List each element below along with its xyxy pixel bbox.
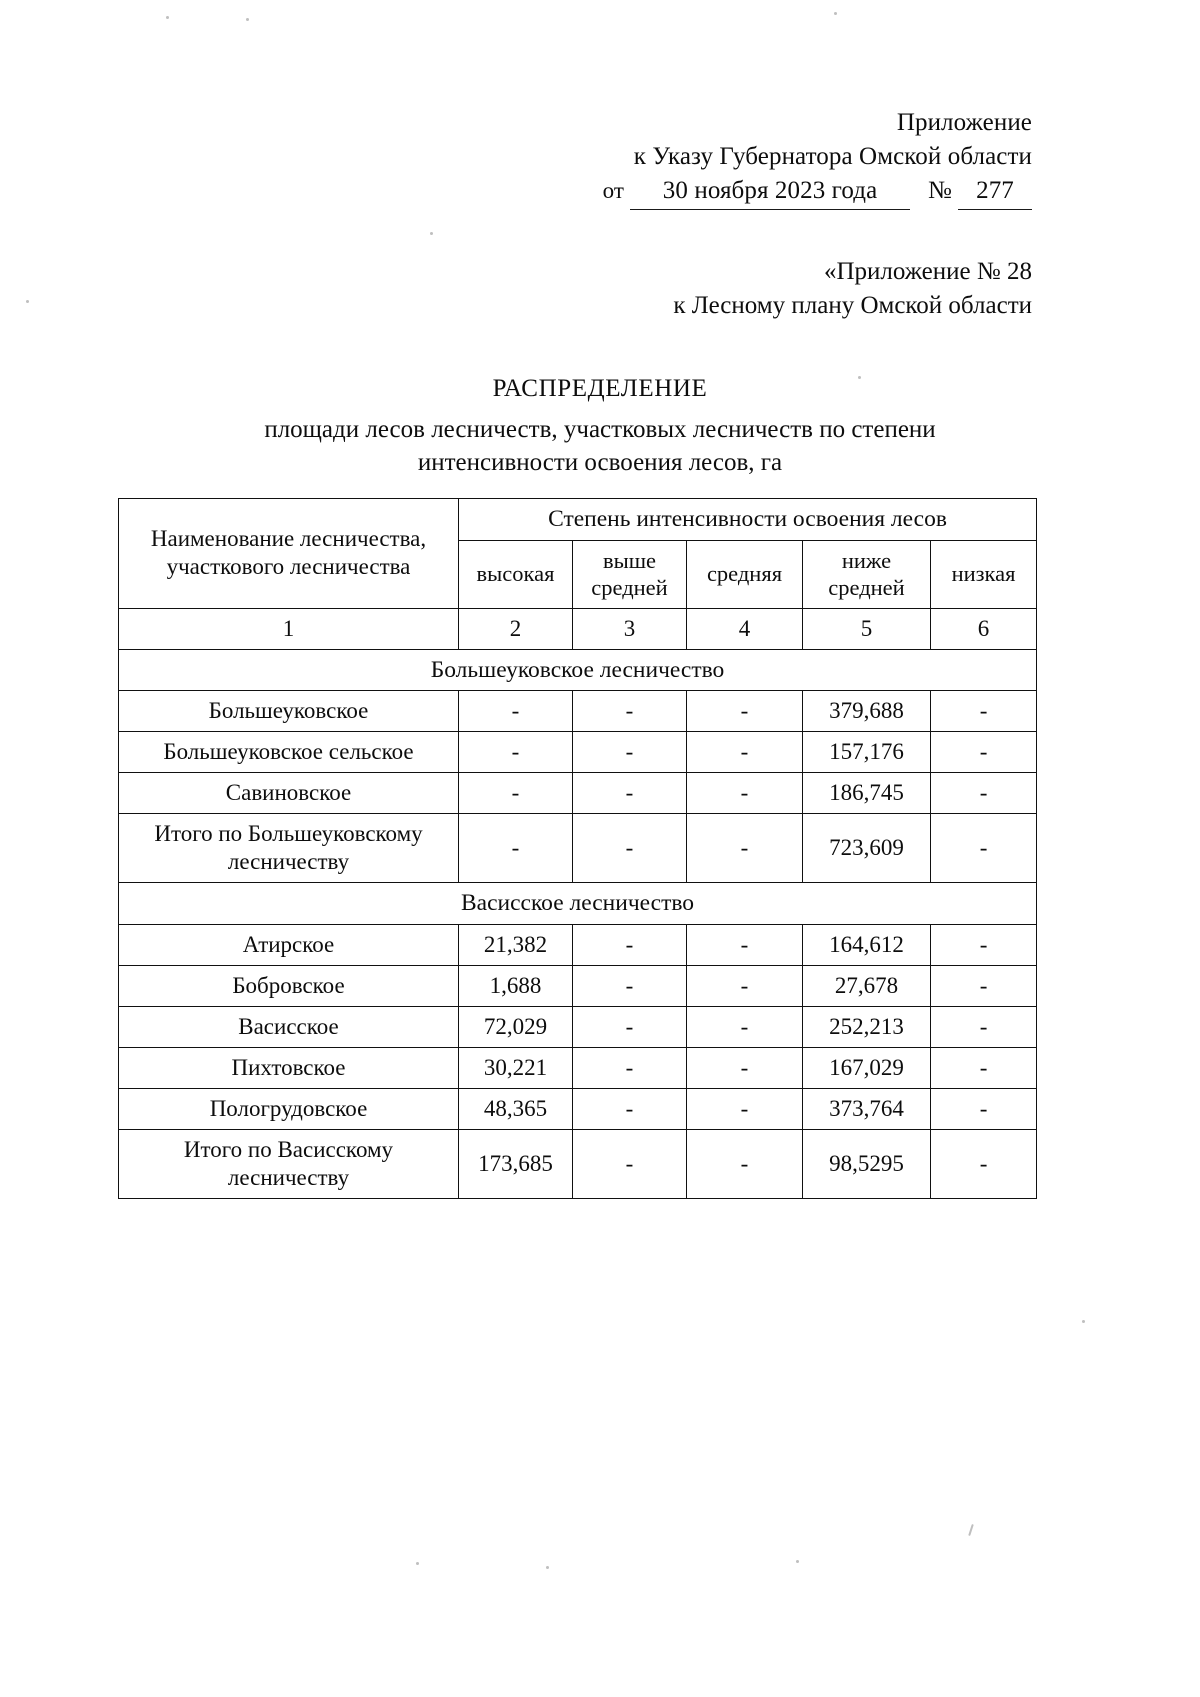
row-name-total [119,814,459,883]
table-row [119,925,1037,966]
column-header-degree-high: высокая [459,540,573,608]
scan-speckle [1082,1320,1085,1323]
header-number-label: № [928,177,952,204]
column-number-2: 2 [459,608,573,649]
title-block [0,375,1200,479]
cell-average: - [687,1007,803,1048]
cell-high: - [459,691,573,732]
cell-above-average: - [573,773,687,814]
row-name: Бобровское [119,966,459,1007]
table-total-row [119,814,1037,883]
column-number-4: 4 [687,608,803,649]
scan-speckle [796,1560,799,1563]
cell-above-average: - [573,1048,687,1089]
cell-high: 72,029 [459,1007,573,1048]
cell-average: - [687,1130,803,1199]
cell-average: - [687,773,803,814]
page-title: РАСПРЕДЕЛЕНИЕ [492,375,708,402]
column-header-degree-average: средняя [687,540,803,608]
cell-low: - [931,773,1037,814]
cell-below-average: 373,764 [803,1089,931,1130]
cell-low: - [931,814,1037,883]
degree-below-average-line2: средней [828,575,905,601]
table-row [119,773,1037,814]
cell-average: - [687,814,803,883]
column-header-name-line1: Наименование лесничества, [150,526,427,552]
document-subheader [673,255,1032,323]
row-name: Большеуковское [119,691,459,732]
cell-low: - [931,732,1037,773]
header-date-number-line [603,174,1032,210]
cell-average: - [687,925,803,966]
section-title-vasisskoe: Васисское лесничество [119,883,1037,925]
header-ot-label: от [602,178,625,203]
scan-speckle [546,1566,549,1569]
header-date-value: 30 ноября 2023 года [630,174,910,210]
table-row [119,1007,1037,1048]
cell-below-average: 252,213 [803,1007,931,1048]
degree-below-average-line1: ниже [841,547,892,573]
section-title-bolsheukovskoe: Большеуковское лесничество [119,649,1037,691]
cell-average: - [687,732,803,773]
cell-above-average: - [573,1130,687,1199]
cell-above-average: - [573,814,687,883]
row-name-total [119,1130,459,1199]
cell-low: - [931,691,1037,732]
table-row [119,691,1037,732]
scan-speckle [166,16,169,19]
subheader-plan-reference: к Лесному плану Омской области [673,292,1032,319]
cell-average: - [687,691,803,732]
column-number-1: 1 [119,608,459,649]
column-header-degree-low: низкая [931,540,1037,608]
row-name-total-line1: Итого по Васисскому [183,1137,394,1163]
table-total-row [119,1130,1037,1199]
distribution-table [118,498,1037,1199]
row-name: Васисское [119,1007,459,1048]
cell-above-average: - [573,691,687,732]
row-name-total-line2: лесничеству [227,849,350,875]
column-header-name [119,499,459,609]
column-number-5: 5 [803,608,931,649]
table-section-header-row [119,649,1037,691]
cell-low: - [931,966,1037,1007]
cell-above-average: - [573,1089,687,1130]
cell-below-average: 723,609 [803,814,931,883]
table-header-row-top [119,499,1037,541]
column-header-name-line2: участкового лесничества [166,554,411,580]
cell-high: 21,382 [459,925,573,966]
cell-low: - [931,1048,1037,1089]
scan-speckle [26,300,29,303]
cell-high: 173,685 [459,1130,573,1199]
scan-speckle [416,1562,419,1565]
cell-below-average: 27,678 [803,966,931,1007]
column-header-degree-above-average [573,540,687,608]
cell-above-average: - [573,732,687,773]
cell-below-average: 164,612 [803,925,931,966]
cell-average: - [687,966,803,1007]
cell-below-average: 167,029 [803,1048,931,1089]
column-number-6: 6 [931,608,1037,649]
cell-low: - [931,925,1037,966]
cell-above-average: - [573,966,687,1007]
cell-high: - [459,732,573,773]
header-decree-reference: к Указу Губернатора Омской области [633,142,1032,170]
cell-below-average: 186,745 [803,773,931,814]
page-subtitle-line2: интенсивности освоения лесов, га [417,449,783,476]
scan-speckle [968,1524,974,1536]
cell-low: - [931,1007,1037,1048]
table-row [119,966,1037,1007]
row-name: Пихтовское [119,1048,459,1089]
cell-high: - [459,814,573,883]
degree-above-average-line1: выше [602,547,657,573]
subheader-appendix-number: «Приложение № 28 [823,258,1032,285]
table-row [119,1089,1037,1130]
cell-high: - [459,773,573,814]
row-name: Атирское [119,925,459,966]
column-header-group: Степень интенсивности освоения лесов [459,499,1037,541]
row-name: Пологрудовское [119,1089,459,1130]
table-section-header-row [119,883,1037,925]
row-name-total-line2: лесничеству [227,1165,350,1191]
scan-speckle [834,12,837,15]
cell-above-average: - [573,1007,687,1048]
cell-below-average: 157,176 [803,732,931,773]
scan-speckle [430,232,433,235]
cell-high: 1,688 [459,966,573,1007]
header-appendix-label: Приложение [896,109,1032,136]
distribution-table-wrapper [118,498,1036,1199]
header-number-value: 277 [958,174,1032,210]
cell-average: - [687,1048,803,1089]
table-header-row-numbers [119,608,1037,649]
cell-average: - [687,1089,803,1130]
cell-above-average: - [573,925,687,966]
page-subtitle-line1: площади лесов лесничеств, участковых лесничеств по степени [264,416,936,443]
cell-below-average: 98,5295 [803,1130,931,1199]
row-name: Савиновское [119,773,459,814]
table-head [119,499,1037,650]
table-row [119,1048,1037,1089]
row-name-total-line1: Итого по Большеуковскому [154,821,423,847]
document-header [603,106,1032,210]
cell-high: 48,365 [459,1089,573,1130]
table-body [119,649,1037,1199]
cell-below-average: 379,688 [803,691,931,732]
cell-high: 30,221 [459,1048,573,1089]
row-name: Большеуковское сельское [119,732,459,773]
column-header-degree-below-average [803,540,931,608]
degree-above-average-line2: средней [591,575,668,601]
scan-speckle [246,18,249,21]
column-number-3: 3 [573,608,687,649]
table-row [119,732,1037,773]
cell-low: - [931,1130,1037,1199]
cell-low: - [931,1089,1037,1130]
